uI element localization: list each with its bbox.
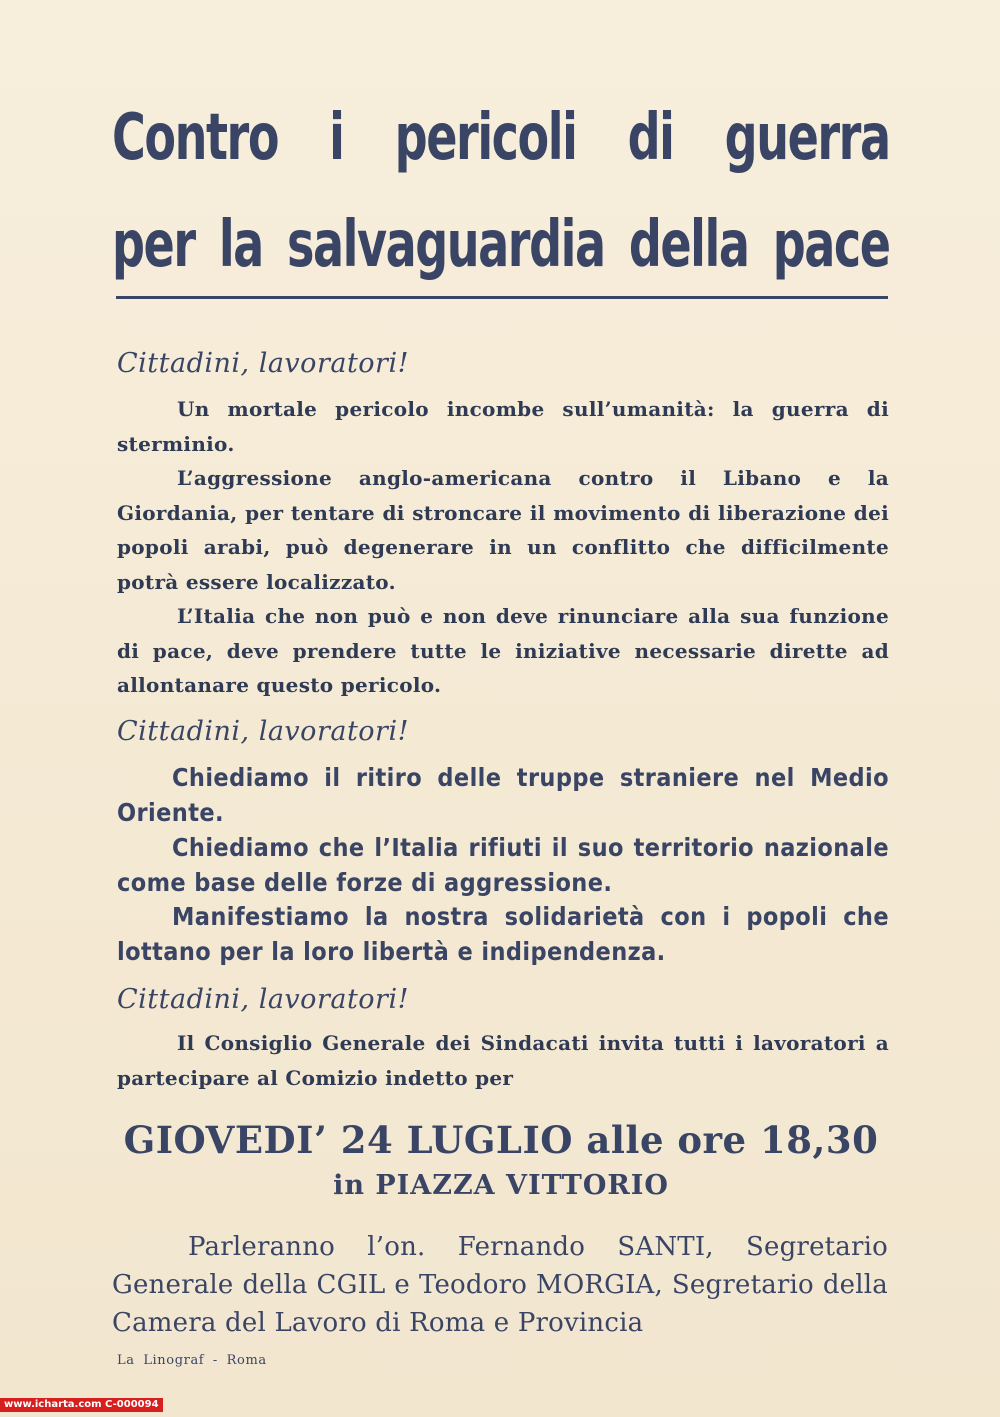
printer-credit: La Linograf - Roma bbox=[117, 1353, 267, 1368]
salutation-1: Cittadini, lavoratori! bbox=[117, 348, 409, 379]
watermark-label: www.icharta.com C-000094 bbox=[0, 1398, 163, 1412]
demand-territory: Chiediamo che l’Italia rifiuti il suo territorio nazionale come base delle forze di aggressione. bbox=[117, 833, 889, 897]
paragraph-italy: L’Italia che non può e non deve rinunciare alla sua funzione di pace, deve prendere tutte le iniziative necessarie dirette ad allontanare questo pericolo. bbox=[117, 604, 889, 697]
paragraph-invitation: Il Consiglio Generale dei Sindacati invita tutti i lavoratori a partecipare al Comizio indetto per bbox=[117, 1031, 889, 1090]
salutation-3: Cittadini, lavoratori! bbox=[117, 984, 409, 1015]
salutation-2: Cittadini, lavoratori! bbox=[117, 716, 409, 747]
event-place: in PIAZZA VITTORIO bbox=[333, 1170, 669, 1201]
demand-solidarity: Manifestiamo la nostra solidarietà con i popoli che lottano per la loro libertà e indipendenza. bbox=[117, 902, 889, 966]
speakers-paragraph: Parleranno l’on. Fernando SANTI, Segretario Generale della CGIL e Teodoro MORGIA, Segretario della Camera del Lavoro di Roma e Provincia bbox=[112, 1232, 888, 1338]
paragraph-danger: Un mortale pericolo incombe sull’umanità: la guerra di sterminio. bbox=[117, 397, 889, 456]
title-divider bbox=[116, 296, 888, 299]
event-date: GIOVEDI’ 24 LUGLIO alle ore 18,30 bbox=[123, 1118, 879, 1162]
demand-withdrawal: Chiediamo il ritiro delle truppe straniere nel Medio Oriente. bbox=[117, 763, 889, 827]
paragraph-aggression: L’aggressione anglo-americana contro il Libano e la Giordania, per tentare di stroncare il movimento di liberazione dei popoli arabi, può degenerare in un conflitto che difficilmente potrà essere localizzato. bbox=[117, 466, 889, 594]
poster-title-line-1: Contro i pericoli di guerra bbox=[112, 101, 890, 175]
poster-title-line-2: per la salvaguardia della pace bbox=[112, 208, 890, 282]
